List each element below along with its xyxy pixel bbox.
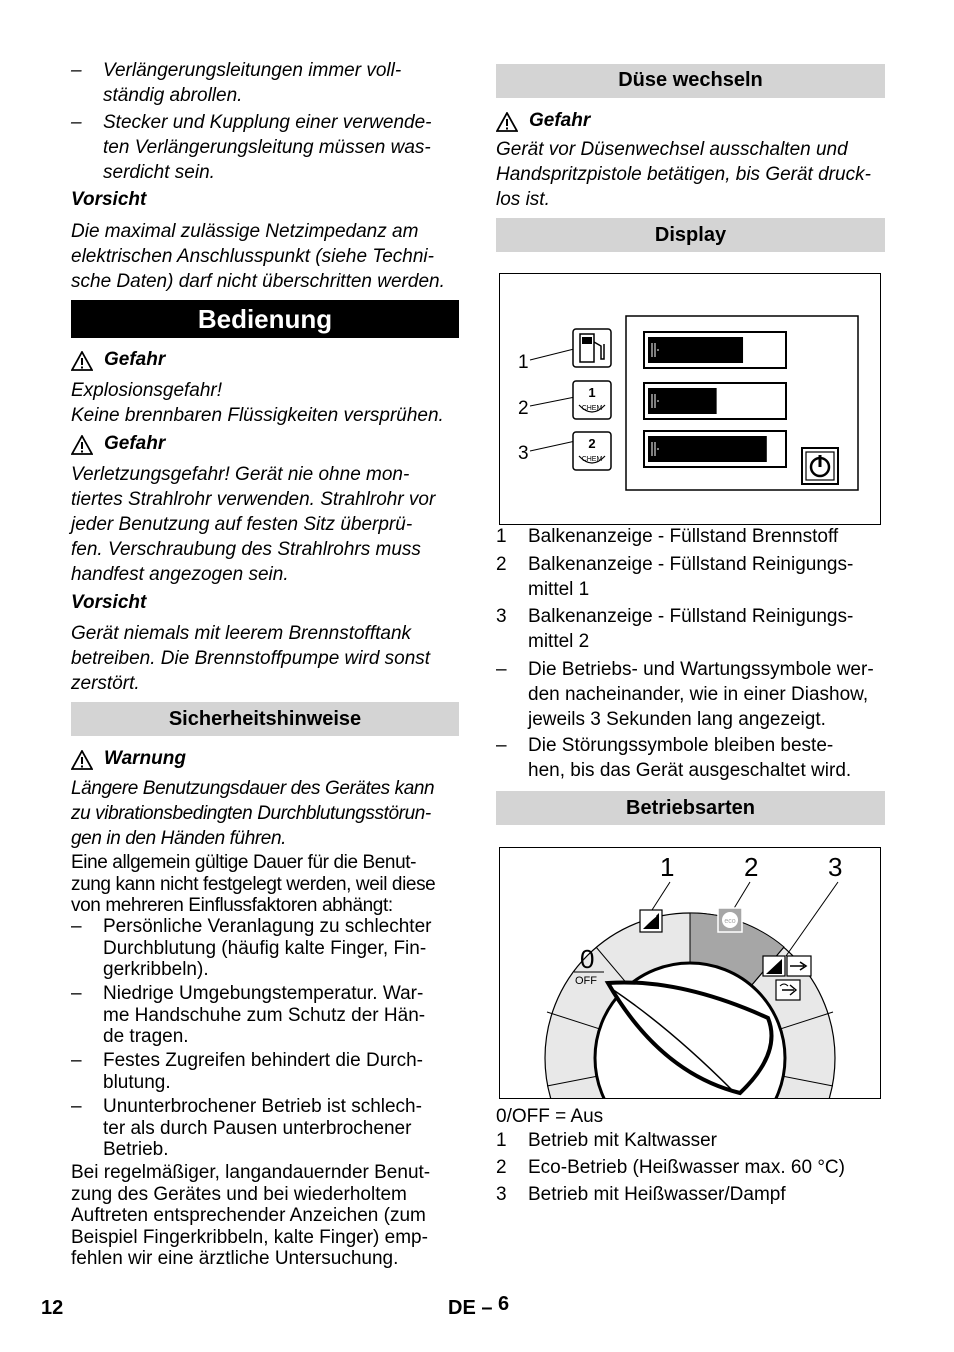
vorsicht-heading: Vorsicht — [71, 592, 147, 613]
section-heading-betriebsarten: Betriebsarten — [496, 791, 885, 825]
mode-off-legend: 0/OFF = Aus — [496, 1106, 604, 1127]
fuel-pump-icon — [573, 329, 611, 367]
gefahr-text: Gerät vor Düsenwechsel ausschalten und Handspritzpistole betätigen, bis Gerät druck- los ist. — [496, 139, 871, 210]
body-text: Eine allgemein gültige Dauer für die Benut- zung kann nicht festgelegt werden, weil diese von mehreren Einflussfaktoren abhängt: — [71, 852, 436, 916]
dial-number-3: 3 — [828, 852, 843, 882]
warning-icon — [71, 351, 93, 371]
warnung-text: Längere Benutzungsdauer des Gerätes kann zu vibrationsbedingten Durchblutungsstörun- gen in den Händen führen. — [71, 778, 435, 849]
body-text: Bei regelmäßiger, langandauernder Benut- zung des Gerätes und bei wiederholtem Auftreten entsprechender Anzeichen (zum Beispiel Fingerkribbeln, kalte Finger) emp- fehlen wir eine ärztliche Untersuchung. — [71, 1162, 431, 1269]
level-bar-fill — [648, 436, 767, 462]
callout-1: 1 — [518, 352, 529, 373]
mode-dial-illustration — [500, 848, 880, 1098]
vorsicht-text: Gerät niemals mit leerem Brennstofftank betreiben. Die Brennstoffpumpe wird sonst zerstört. — [71, 623, 431, 694]
eco-icon — [718, 908, 742, 932]
bar-group — [644, 332, 786, 467]
page-number: 12 — [41, 1297, 64, 1319]
dial-number-1: 1 — [660, 852, 675, 882]
svg-text:eco: eco — [724, 918, 736, 925]
dial-number-2: 2 — [744, 852, 759, 882]
callout-3: 3 — [518, 443, 529, 464]
section-heading-display: Display — [496, 218, 885, 252]
cold-water-icon — [640, 910, 662, 932]
chemical-1-icon — [573, 381, 611, 419]
svg-text:CHEM: CHEM — [581, 456, 603, 463]
svg-text:1: 1 — [588, 385, 596, 400]
dial-zero: 0 — [580, 944, 595, 974]
power-icon — [802, 448, 838, 484]
mode-dial-figure — [499, 847, 881, 1099]
display-figure — [499, 273, 881, 525]
display-illustration — [500, 274, 880, 524]
level-bar-fill — [648, 337, 743, 363]
dial-off-label: OFF — [575, 975, 597, 987]
section-heading-sicherheitshinweise: Sicherheitshinweise — [71, 702, 459, 736]
steam-icon — [776, 980, 800, 1000]
callout-2: 2 — [518, 398, 529, 419]
section-heading-bedienung: Bedienung — [71, 300, 459, 338]
warning-icon — [496, 112, 518, 132]
gefahr-text: Explosionsgefahr! Keine brennbaren Flüssigkeiten versprühen. — [71, 380, 444, 426]
gefahr-text: Verletzungsgefahr! Gerät nie ohne mon- tiertes Strahlrohr verwenden. Strahlrohr vor jeder Benutzung auf festen Sitz überprü- fen. Verschraubung des Strahlrohrs muss handfest angezogen sein. — [71, 464, 436, 585]
warning-icon — [71, 750, 93, 770]
chemical-2-icon — [573, 432, 611, 470]
svg-text:2: 2 — [588, 436, 596, 451]
section-heading-duese-wechseln: Düse wechseln — [496, 64, 885, 98]
vorsicht-heading: Vorsicht — [71, 189, 147, 210]
warning-icon — [71, 435, 93, 455]
svg-text:CHEM: CHEM — [581, 405, 603, 412]
hot-water-icon — [763, 956, 811, 976]
vorsicht-text: Die maximal zulässige Netzimpedanz am elektrischen Anschlusspunkt (siehe Techni- sche Daten) darf nicht überschritten werden. — [71, 221, 445, 292]
footer-language: DE – 6 — [448, 1293, 510, 1319]
